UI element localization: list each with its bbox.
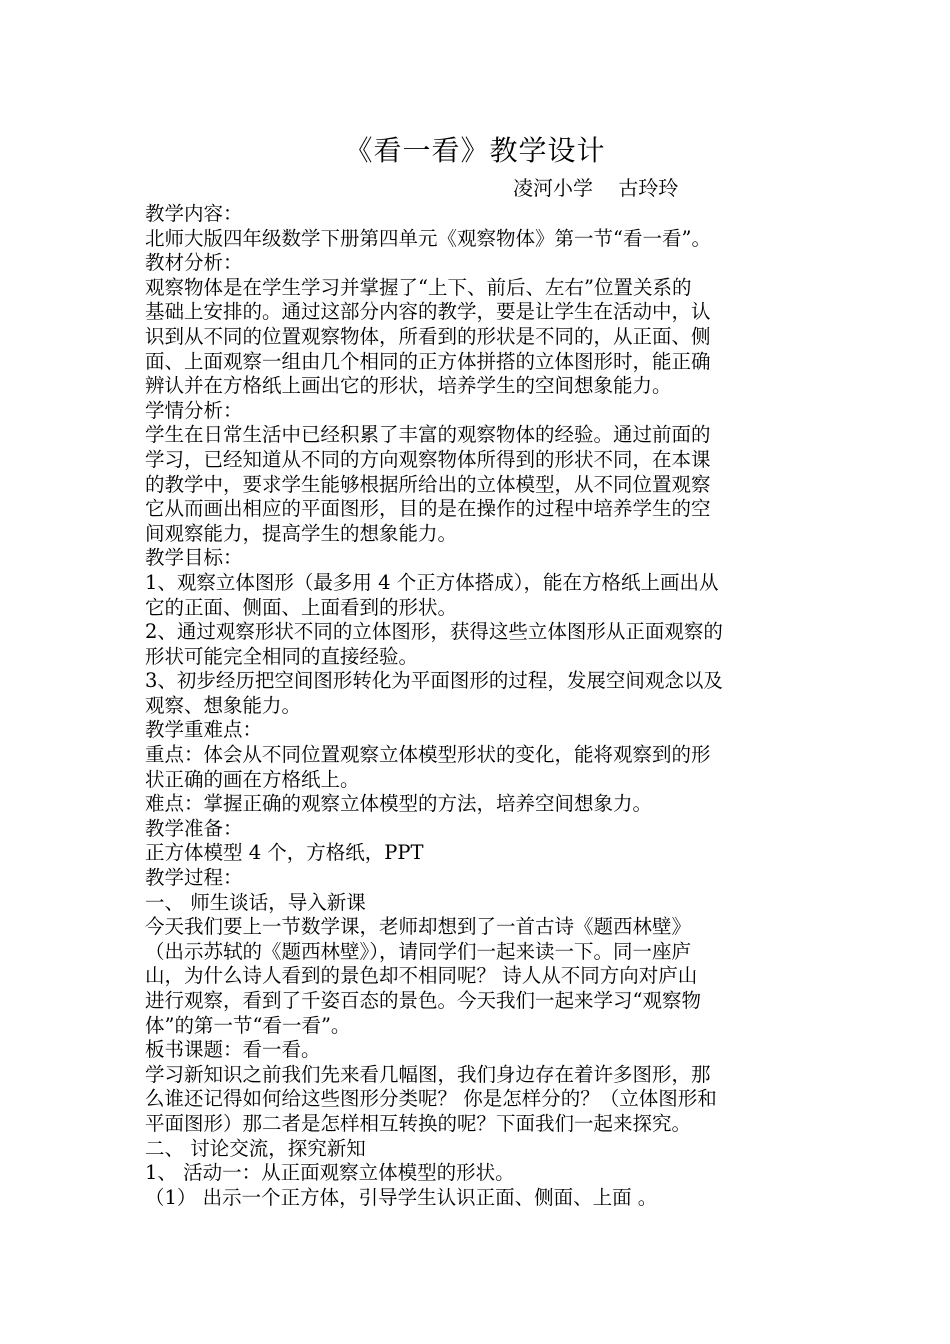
body-line: 正方体模型 4 个，方格纸，PPT: [145, 841, 424, 865]
body-line: 识到从不同的位置观察物体，所看到的形状是不同的，从正面、侧: [145, 324, 711, 348]
body-line: 学习新知识之前我们先来看几幅图，我们身边存在着许多图形，那: [145, 1062, 711, 1086]
body-line: 的教学中，要求学生能够根据所给出的立体模型，从不同位置观察: [145, 472, 711, 496]
body-line: （出示苏轼的《题西林壁》），请同学们一起来读一下。同一座庐: [145, 939, 692, 963]
body-line: 它的正面、侧面、上面看到的形状。: [145, 595, 458, 619]
body-line: 它从而画出相应的平面图形，目的是在操作的过程中培养学生的空: [145, 497, 711, 521]
body-line: 基础上安排的。通过这部分内容的教学，要是让学生在活动中，认: [145, 300, 711, 324]
document-title: 《看一看》教学设计: [344, 134, 606, 167]
body-line: 教学准备：: [145, 816, 243, 840]
body-line: 北师大版四年级数学下册第四单元《观察物体》第一节“看一看”。: [145, 226, 711, 250]
body-line: 教学目标：: [145, 546, 243, 570]
body-line: 观察、想象能力。: [145, 693, 302, 717]
body-line: 1、 活动一：从正面观察立体模型的形状。: [145, 1161, 515, 1185]
body-line: 学情分析：: [145, 398, 243, 422]
body-line: 难点：掌握正确的观察立体模型的方法，培养空间想象力。: [145, 792, 653, 816]
body-line: 教学内容：: [145, 202, 243, 225]
body-line: 教学重难点：: [145, 718, 263, 742]
body-line: 观察物体是在学生学习并掌握了“上下、前后、左右”位置关系的: [145, 275, 692, 299]
body-line: 重点：体会从不同位置观察立体模型形状的变化，能将观察到的形: [145, 743, 711, 767]
body-line: 进行观察，看到了千姿百态的景色。今天我们一起来学习“观察物: [145, 989, 701, 1012]
body-line: 面、上面观察一组由几个相同的正方体拼搭的立体图形时，能正确: [145, 349, 711, 373]
body-line: 1、观察立体图形（最多用 4 个正方体搭成），能在方格纸上画出从: [145, 570, 719, 594]
body-line: 山，为什么诗人看到的景色却不相同呢？ 诗人从不同方向对庐山: [145, 964, 698, 988]
body-line: 教学过程：: [145, 866, 243, 890]
body-line: 一、 师生谈话，导入新课: [145, 890, 366, 914]
body-line: 么谁还记得如何给这些图形分类呢？ 你是怎样分的？（立体图形和: [145, 1087, 717, 1111]
body-line: 二、 讨论交流，探究新知: [145, 1136, 366, 1160]
document-body: [145, 202, 815, 1210]
body-line: 今天我们要上一节数学课，老师却想到了一首古诗《题西林壁》: [145, 915, 692, 939]
body-line: 教材分析：: [145, 251, 243, 275]
body-line: 状正确的画在方格纸上。: [145, 767, 360, 791]
body-line: 形状可能完全相同的直接经验。: [145, 644, 419, 668]
body-line: 辨认并在方格纸上画出它的形状，培养学生的空间想象能力。: [145, 374, 672, 398]
body-line: 学生在日常生活中已经积累了丰富的观察物体的经验。通过前面的: [145, 423, 711, 447]
body-line: 平面图形）那二者是怎样相互转换的呢？下面我们一起来探究。: [145, 1111, 692, 1135]
body-line: 学习，已经知道从不同的方向观察物体所得到的形状不同，在本课: [145, 447, 711, 471]
body-line: 间观察能力，提高学生的想象能力。: [145, 521, 458, 545]
author-line: 凌河小学 古玲玲: [513, 176, 679, 200]
body-line: （1） 出示一个正方体，引导学生认识正面、侧面、上面 。: [145, 1185, 658, 1209]
body-line: 板书课题：看一看。: [145, 1038, 321, 1062]
body-line: 3、初步经历把空间图形转化为平面图形的过程，发展空间观念以及: [145, 669, 723, 693]
body-line: 2、通过观察形状不同的立体图形，获得这些立体图形从正面观察的: [145, 620, 723, 644]
body-line: 体”的第一节“看一看”。: [145, 1013, 351, 1037]
